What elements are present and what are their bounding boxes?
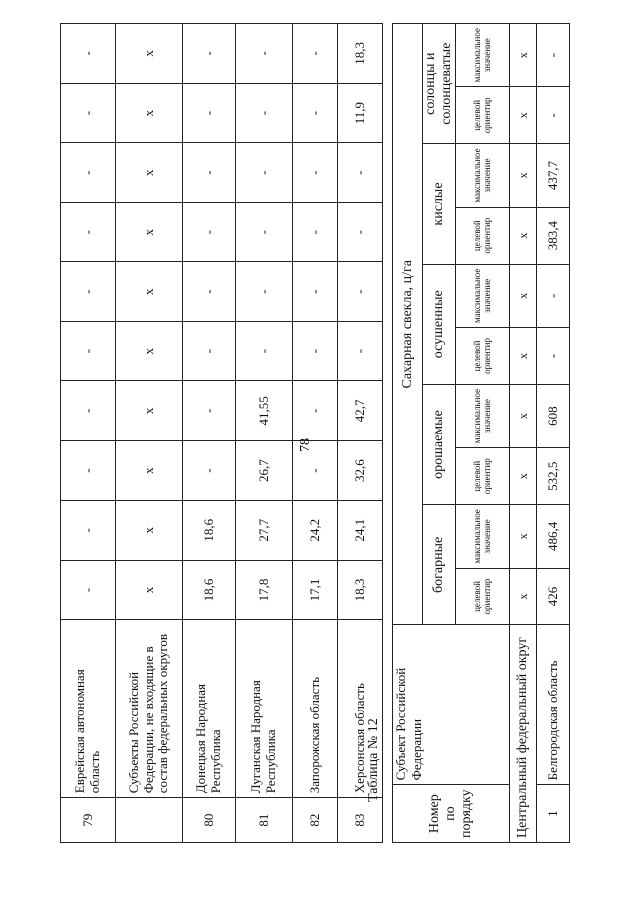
col-subject-header: Субъект Российской Федерации bbox=[393, 625, 510, 785]
page-number: 78 bbox=[298, 438, 313, 452]
target-header: целевой ориентир bbox=[456, 448, 510, 505]
table-cell: - bbox=[61, 24, 116, 84]
row-num: 1 bbox=[537, 785, 570, 843]
table-cell: x bbox=[510, 327, 537, 384]
table-cell: - bbox=[236, 202, 293, 262]
table-cell: - bbox=[338, 321, 383, 381]
table-cell: 17,1 bbox=[293, 560, 338, 620]
table-cell: - bbox=[61, 560, 116, 620]
table-cell: x bbox=[116, 202, 183, 262]
row-subject-name: Белгородская область bbox=[537, 625, 570, 785]
table-cell: - bbox=[236, 262, 293, 322]
table-cell: - bbox=[236, 83, 293, 143]
table-cell: 17,8 bbox=[236, 560, 293, 620]
table-cell: - bbox=[183, 441, 236, 501]
max-header: максимальное значение bbox=[456, 384, 510, 447]
table-cell: x bbox=[510, 144, 537, 207]
table-cell: 18,3 bbox=[338, 24, 383, 84]
group-header: солонцы и солонцеватые bbox=[423, 24, 456, 144]
table-cell: x bbox=[116, 143, 183, 203]
table-cell: - bbox=[183, 24, 236, 84]
table-cell: - bbox=[183, 381, 236, 441]
table-cell: x bbox=[510, 384, 537, 447]
table-cell: 42,7 bbox=[338, 381, 383, 441]
table-cell: x bbox=[116, 381, 183, 441]
table-cell: 486,4 bbox=[537, 505, 570, 568]
max-header: максимальное значение bbox=[456, 264, 510, 327]
table-cell: - bbox=[293, 143, 338, 203]
row-num bbox=[116, 798, 183, 843]
table-cell: 11,9 bbox=[338, 83, 383, 143]
target-header: целевой ориентир bbox=[456, 87, 510, 144]
max-header: максимальное значение bbox=[456, 24, 510, 87]
table-cell: x bbox=[116, 441, 183, 501]
table-cell: - bbox=[537, 87, 570, 144]
group-header: богарные bbox=[423, 505, 456, 625]
table-row bbox=[61, 24, 116, 843]
row-subject-name: Субъекты Российской Федерации, не входящие в состав федеральных округов bbox=[116, 620, 183, 798]
table-cell: - bbox=[293, 381, 338, 441]
table-row bbox=[293, 24, 338, 843]
table-cell: x bbox=[116, 321, 183, 381]
table-cell: - bbox=[183, 83, 236, 143]
row-num: 81 bbox=[236, 798, 293, 843]
table-cell: - bbox=[61, 321, 116, 381]
target-header: целевой ориентир bbox=[456, 568, 510, 625]
table-cell: - bbox=[537, 24, 570, 87]
max-header: максимальное значение bbox=[456, 505, 510, 568]
table-cell: - bbox=[537, 327, 570, 384]
table-cell: x bbox=[116, 500, 183, 560]
table-cell: 41,55 bbox=[236, 381, 293, 441]
table-cell: - bbox=[293, 202, 338, 262]
table-row bbox=[116, 24, 183, 843]
table-cell: x bbox=[510, 448, 537, 505]
table-cell: x bbox=[510, 505, 537, 568]
group-header: орошаемые bbox=[423, 384, 456, 504]
table-cell: - bbox=[338, 202, 383, 262]
table-cell: - bbox=[293, 83, 338, 143]
row-subject-name: Донецкая Народная Республика bbox=[183, 620, 236, 798]
table-cell: - bbox=[236, 143, 293, 203]
table-cell: 426 bbox=[537, 568, 570, 625]
table-cell: - bbox=[338, 262, 383, 322]
table-row bbox=[236, 24, 293, 843]
col-num-header: Номер по порядку bbox=[393, 785, 510, 843]
table-cell: 26,7 bbox=[236, 441, 293, 501]
table-caption: Таблица № 12 bbox=[366, 718, 381, 802]
row-num: 80 bbox=[183, 798, 236, 843]
table-cell: - bbox=[61, 83, 116, 143]
table-cell: - bbox=[61, 143, 116, 203]
table-cell: - bbox=[236, 24, 293, 84]
row-num: 79 bbox=[61, 798, 116, 843]
table-cell: 18,6 bbox=[183, 500, 236, 560]
table-cell: - bbox=[61, 202, 116, 262]
table-cell: x bbox=[116, 83, 183, 143]
target-header: целевой ориентир bbox=[456, 207, 510, 264]
table-cell: - bbox=[293, 441, 338, 501]
table-cell: x bbox=[510, 264, 537, 327]
table-cell: - bbox=[61, 262, 116, 322]
table-cell: 437,7 bbox=[537, 144, 570, 207]
table-cell: - bbox=[293, 262, 338, 322]
main-header: Сахарная свекла, ц/га bbox=[393, 24, 423, 625]
table-cell: 32,6 bbox=[338, 441, 383, 501]
group-header: кислые bbox=[423, 144, 456, 264]
table-cell: x bbox=[116, 262, 183, 322]
target-header: целевой ориентир bbox=[456, 327, 510, 384]
table-cell: x bbox=[116, 24, 183, 84]
table-cell: 24,1 bbox=[338, 500, 383, 560]
table-cell: 18,6 bbox=[183, 560, 236, 620]
row-subject-name: Запорожская область bbox=[293, 620, 338, 798]
table-cell: - bbox=[537, 264, 570, 327]
max-header: максимальное значение bbox=[456, 144, 510, 207]
table-cell: - bbox=[338, 143, 383, 203]
table-cell: 27,7 bbox=[236, 500, 293, 560]
table-cell: x bbox=[510, 568, 537, 625]
row-subject-name: Луганская Народная Республика bbox=[236, 620, 293, 798]
row-num: 83 bbox=[338, 798, 383, 843]
table-cell: x bbox=[510, 24, 537, 87]
table-cell: x bbox=[510, 87, 537, 144]
table-cell: x bbox=[116, 560, 183, 620]
table-cell: 24,2 bbox=[293, 500, 338, 560]
table-cell: 383,4 bbox=[537, 207, 570, 264]
table-cell: x bbox=[510, 207, 537, 264]
table-cell: - bbox=[236, 321, 293, 381]
table-12 bbox=[392, 23, 570, 843]
table-cell: - bbox=[61, 500, 116, 560]
table-cell: 18,3 bbox=[338, 560, 383, 620]
group-header: осушенные bbox=[423, 264, 456, 384]
row-num: 82 bbox=[293, 798, 338, 843]
table-cell: - bbox=[183, 321, 236, 381]
table-cell: 608 bbox=[537, 384, 570, 447]
table-top bbox=[60, 23, 383, 843]
row-subject-name: Херсонская область bbox=[338, 620, 383, 798]
table-cell: - bbox=[61, 381, 116, 441]
table-cell: - bbox=[183, 202, 236, 262]
table-cell: 532,5 bbox=[537, 448, 570, 505]
row-subject-name: Еврейская автономная область bbox=[61, 620, 116, 798]
table-cell: - bbox=[61, 441, 116, 501]
federal-district-name: Центральный федеральный округ bbox=[510, 625, 537, 843]
table-row bbox=[183, 24, 236, 843]
table-cell: - bbox=[183, 262, 236, 322]
table-cell: - bbox=[293, 24, 338, 84]
table-cell: - bbox=[183, 143, 236, 203]
table-cell: - bbox=[293, 321, 338, 381]
